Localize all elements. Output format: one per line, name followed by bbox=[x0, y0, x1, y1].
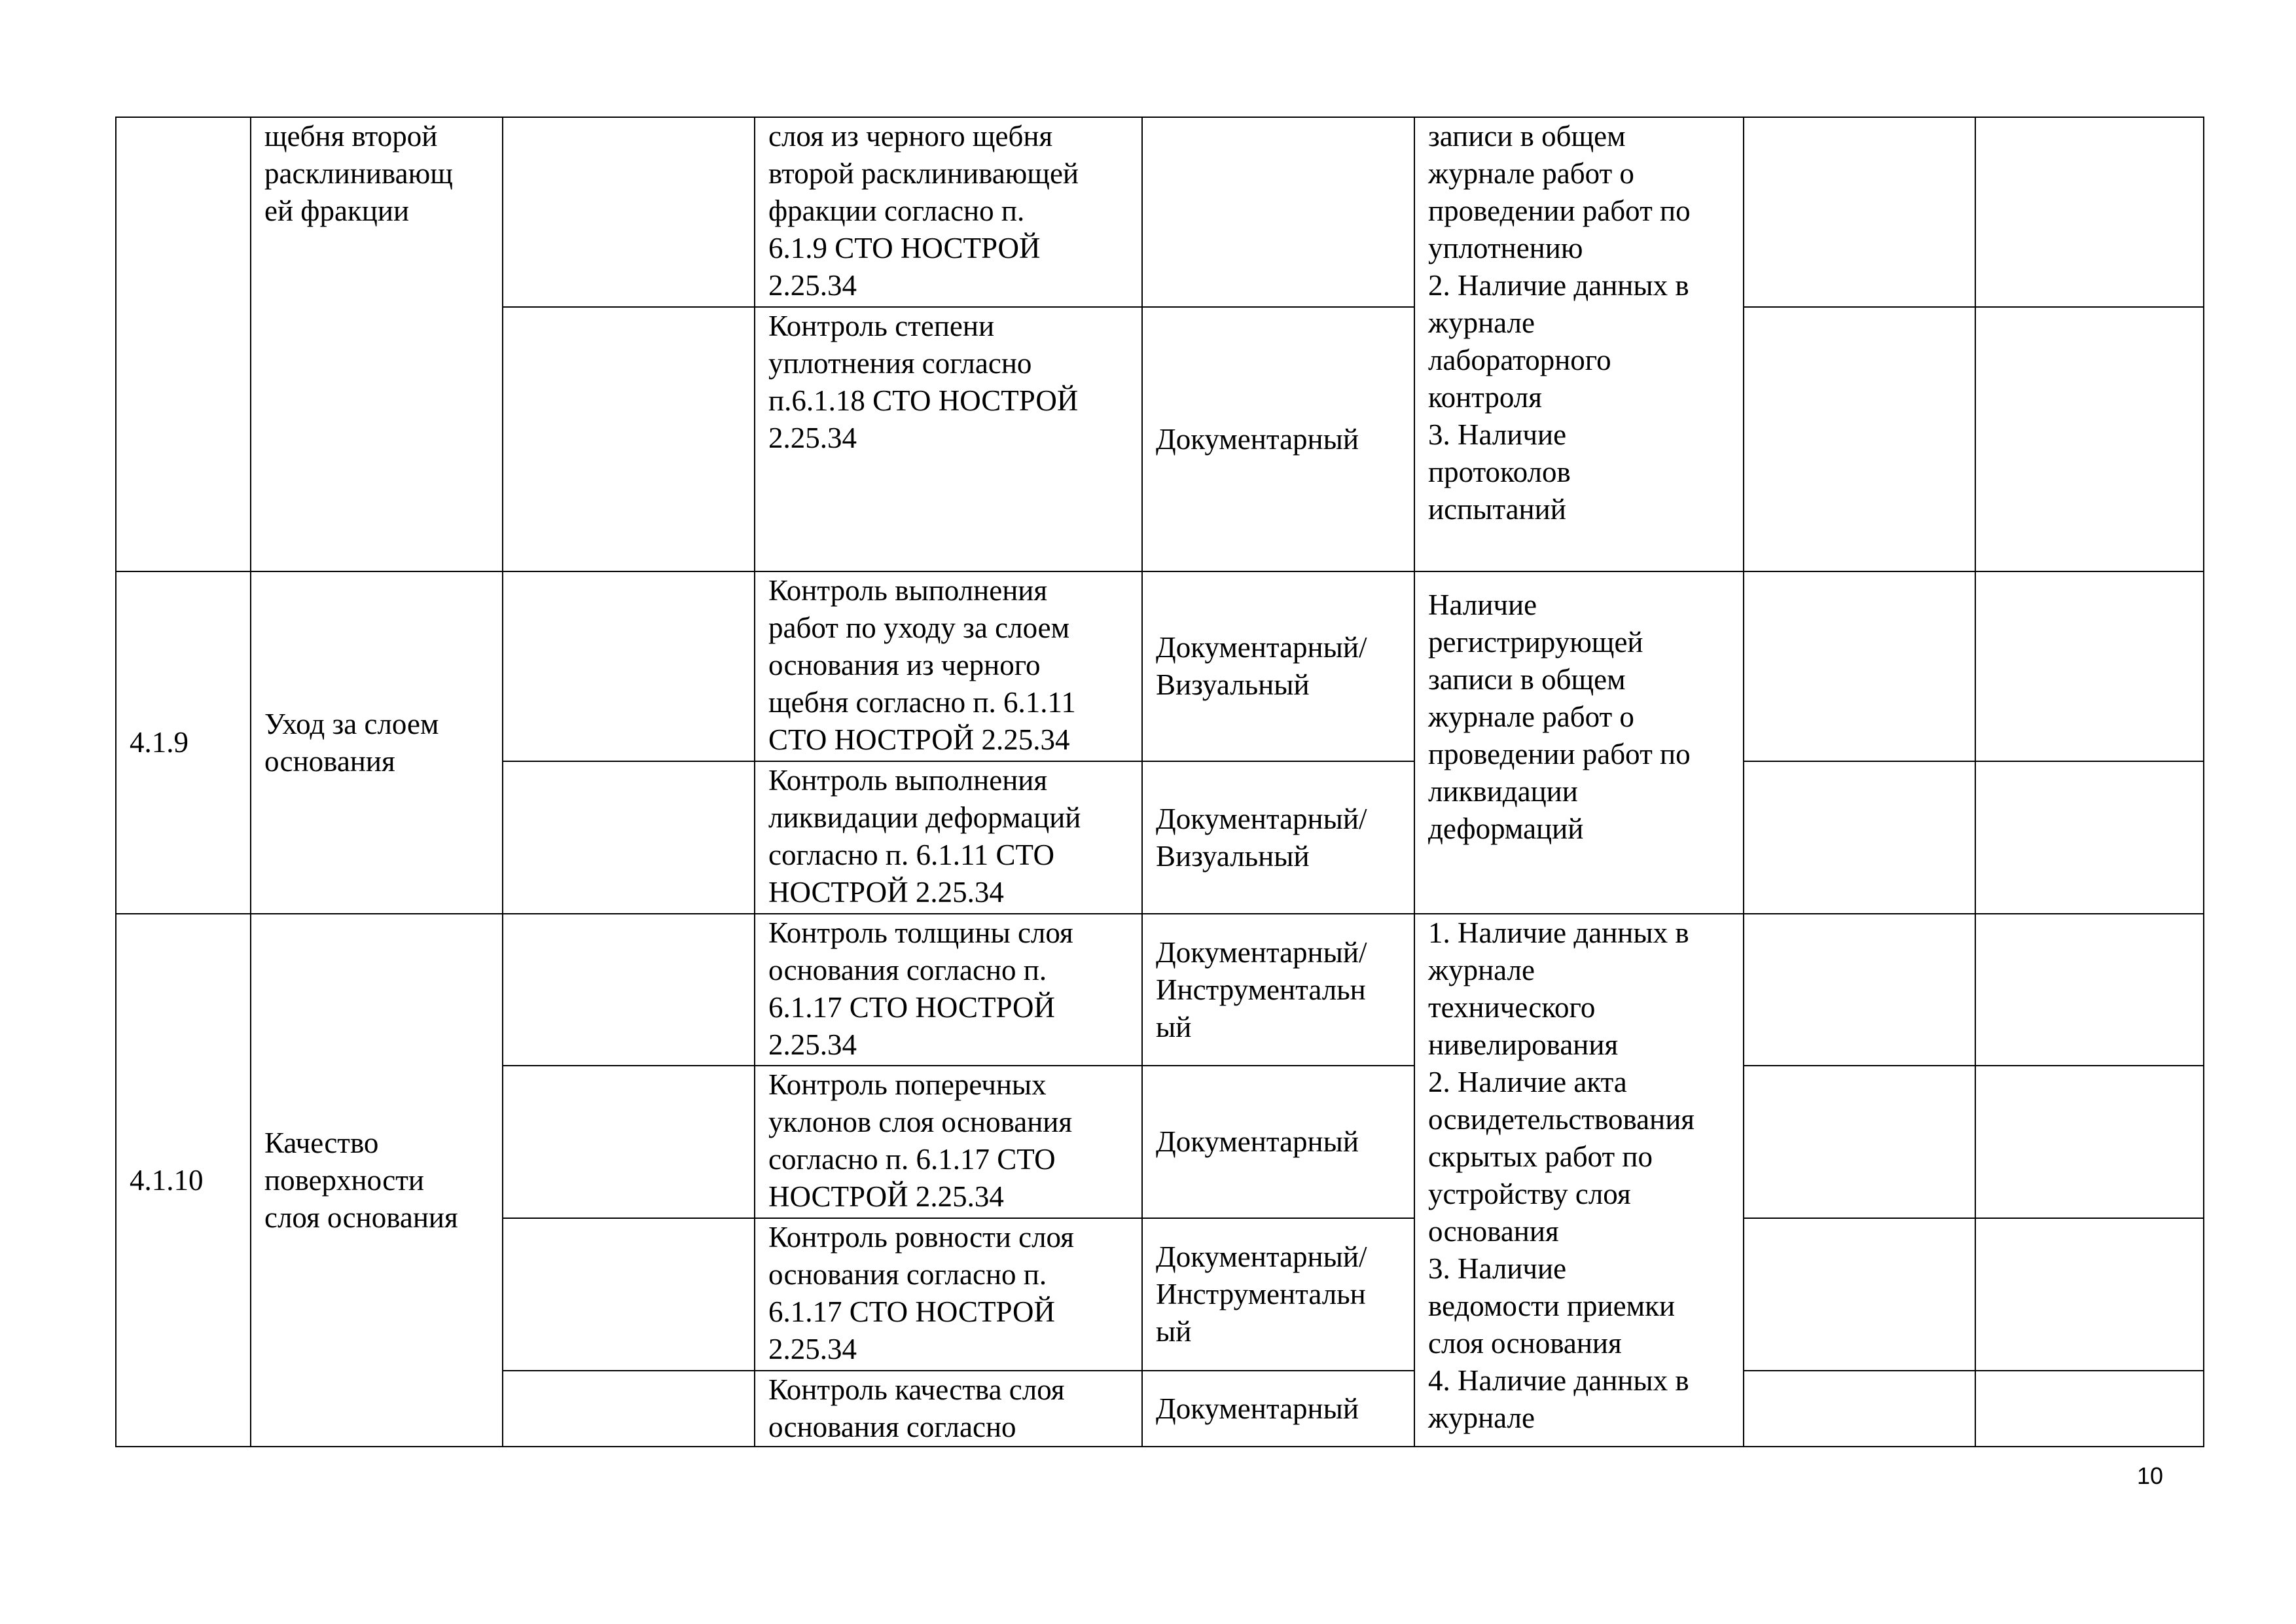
cell-text bbox=[768, 308, 1128, 457]
cell-text bbox=[1156, 629, 1401, 704]
blank-cell bbox=[503, 307, 755, 571]
control-operation-cell bbox=[755, 1066, 1142, 1218]
cell-text bbox=[1156, 1390, 1401, 1428]
text-line: НОСТРОЙ 2.25.34 bbox=[768, 876, 1004, 909]
text-line: Контроль степени bbox=[768, 310, 995, 342]
cell-text bbox=[1428, 572, 1730, 848]
blank-cell bbox=[1744, 117, 1975, 307]
text-line: 2.25.34 bbox=[768, 422, 857, 454]
text-line: 6.1.17 СТО НОСТРОЙ bbox=[768, 1295, 1056, 1328]
text-line: Документарный/ bbox=[1156, 802, 1367, 835]
text-line: Контроль выполнения bbox=[768, 764, 1048, 797]
text-line: 3. Наличие bbox=[1428, 1252, 1567, 1285]
text-line: 2.25.34 bbox=[768, 1333, 857, 1365]
cell-text bbox=[1156, 934, 1401, 1046]
text-line: регистрирующей bbox=[1428, 626, 1643, 659]
control-operation-cell bbox=[755, 914, 1142, 1066]
cell-text bbox=[1428, 914, 1730, 1437]
text-line: 6.1.9 СТО НОСТРОЙ bbox=[768, 232, 1041, 264]
blank-cell bbox=[1975, 1066, 2204, 1218]
blank-cell bbox=[1975, 761, 2204, 914]
documentation-cell bbox=[1414, 571, 1744, 914]
text-line: щебня второй bbox=[264, 120, 438, 153]
text-line: 2. Наличие данных в bbox=[1428, 269, 1689, 302]
text-line: Инструментальн bbox=[1156, 1278, 1366, 1310]
text-line: Документарный bbox=[1156, 1392, 1359, 1425]
text-line: Контроль ровности слоя bbox=[768, 1221, 1074, 1254]
text-line: журнале bbox=[1428, 1401, 1535, 1434]
text-line: записи в общем bbox=[1428, 663, 1626, 696]
text-line: слоя основания bbox=[264, 1200, 458, 1234]
cell-text bbox=[768, 1371, 1128, 1446]
work-name-cell bbox=[251, 914, 503, 1447]
blank-cell bbox=[1975, 1371, 2204, 1447]
text-line: основания согласно bbox=[768, 1411, 1016, 1443]
text-line: ый bbox=[1156, 1010, 1192, 1043]
text-line: Уход за слоем bbox=[264, 707, 439, 740]
blank-cell bbox=[503, 117, 755, 307]
text-line: деформаций bbox=[1428, 812, 1584, 845]
item-number-cell bbox=[116, 914, 251, 1447]
control-method-cell bbox=[1142, 1218, 1414, 1371]
blank-cell bbox=[1975, 914, 2204, 1066]
text-line: фракции согласно п. bbox=[768, 194, 1025, 227]
blank-cell bbox=[1975, 117, 2204, 307]
text-line: Контроль поперечных bbox=[768, 1068, 1047, 1101]
cell-text bbox=[1156, 801, 1401, 875]
text-line: Качество bbox=[264, 1126, 379, 1159]
text-line: 2.25.34 bbox=[768, 269, 857, 302]
cell-text bbox=[1156, 1123, 1401, 1161]
table-row bbox=[116, 914, 2204, 1066]
text-line: Документарный/ bbox=[1156, 1240, 1367, 1273]
text-line: Контроль выполнения bbox=[768, 574, 1048, 607]
blank-cell bbox=[503, 761, 755, 914]
text-line: устройству слоя bbox=[1428, 1178, 1631, 1210]
text-line: основания bbox=[264, 744, 395, 778]
cell-text bbox=[1156, 421, 1401, 458]
blank-cell bbox=[1744, 1066, 1975, 1218]
text-line: ей фракции bbox=[264, 194, 410, 227]
cell-text bbox=[1156, 1238, 1401, 1350]
page-number: 10 bbox=[2136, 1462, 2163, 1489]
text-line: испытаний bbox=[1428, 493, 1566, 526]
text-line: щебня согласно п. 6.1.11 bbox=[768, 686, 1076, 719]
blank-cell bbox=[503, 571, 755, 761]
text-line: Визуальный bbox=[1156, 668, 1310, 701]
text-line: записи в общем bbox=[1428, 120, 1626, 153]
blank-cell bbox=[1744, 307, 1975, 571]
text-line: освидетельствования bbox=[1428, 1103, 1695, 1136]
blank-cell bbox=[1744, 914, 1975, 1066]
text-line: Документарный/ bbox=[1156, 935, 1367, 969]
text-line: Контроль качества слоя bbox=[768, 1373, 1065, 1406]
blank-cell bbox=[503, 1218, 755, 1371]
text-line: проведении работ по bbox=[1428, 738, 1691, 770]
control-method-cell bbox=[1142, 914, 1414, 1066]
table-row bbox=[116, 571, 2204, 761]
text-line: Визуальный bbox=[1156, 839, 1310, 873]
text-line: 6.1.17 СТО НОСТРОЙ bbox=[768, 991, 1056, 1024]
work-name-cell bbox=[251, 117, 503, 571]
control-operation-cell bbox=[755, 1371, 1142, 1447]
text-line: ликвидации деформаций bbox=[768, 801, 1081, 834]
text-line: журнале bbox=[1428, 306, 1535, 339]
cell-text bbox=[768, 1219, 1128, 1368]
documentation-cell bbox=[1414, 914, 1744, 1447]
cell-text bbox=[264, 118, 489, 230]
text-line: Документарный bbox=[1156, 1125, 1359, 1158]
text-line: журнале bbox=[1428, 954, 1535, 986]
text-line: ый bbox=[1156, 1315, 1192, 1348]
control-method-cell bbox=[1142, 761, 1414, 914]
cell-text bbox=[1428, 118, 1730, 528]
text-line: п.6.1.18 СТО НОСТРОЙ bbox=[768, 384, 1079, 417]
text-line: Документарный bbox=[1156, 422, 1359, 456]
text-line: уплотнению bbox=[1428, 232, 1583, 264]
text-line: контроля bbox=[1428, 381, 1542, 414]
control-operation-cell bbox=[755, 117, 1142, 307]
item-number-cell bbox=[116, 117, 251, 571]
text-line: слоя основания bbox=[1428, 1327, 1622, 1360]
blank-cell bbox=[1744, 761, 1975, 914]
cell-text bbox=[768, 914, 1128, 1064]
text-line: уклонов слоя основания bbox=[768, 1106, 1073, 1138]
documentation-cell bbox=[1414, 117, 1744, 571]
cell-text bbox=[264, 1125, 489, 1236]
table-row bbox=[116, 117, 2204, 307]
control-operation-cell bbox=[755, 761, 1142, 914]
quality-control-table bbox=[115, 117, 2204, 1447]
text-line: нивелирования bbox=[1428, 1028, 1619, 1061]
text-line: второй расклинивающей bbox=[768, 157, 1079, 190]
control-method-cell bbox=[1142, 117, 1414, 307]
blank-cell bbox=[503, 1066, 755, 1218]
blank-cell bbox=[1744, 1371, 1975, 1447]
item-number: 4.1.9 bbox=[130, 726, 188, 759]
text-line: СТО НОСТРОЙ 2.25.34 bbox=[768, 723, 1070, 756]
text-line: ведомости приемки bbox=[1428, 1290, 1676, 1322]
text-line: работ по уходу за слоем bbox=[768, 611, 1070, 644]
text-line: согласно п. 6.1.17 СТО bbox=[768, 1143, 1056, 1176]
text-line: слоя из черного щебня bbox=[768, 120, 1053, 153]
text-line: основания из черного bbox=[768, 649, 1041, 681]
text-line: Наличие bbox=[1428, 588, 1537, 621]
item-number-cell bbox=[116, 571, 251, 914]
control-method-cell bbox=[1142, 571, 1414, 761]
blank-cell bbox=[1975, 307, 2204, 571]
text-line: протоколов bbox=[1428, 456, 1571, 488]
text-line: 1. Наличие данных в bbox=[1428, 916, 1689, 949]
blank-cell bbox=[503, 914, 755, 1066]
cell-text bbox=[264, 706, 489, 780]
blank-cell bbox=[1744, 1218, 1975, 1371]
text-line: НОСТРОЙ 2.25.34 bbox=[768, 1180, 1004, 1213]
text-line: 3. Наличие bbox=[1428, 418, 1567, 451]
control-method-cell bbox=[1142, 1371, 1414, 1447]
text-line: Инструментальн bbox=[1156, 973, 1366, 1006]
text-line: 2. Наличие акта bbox=[1428, 1066, 1627, 1098]
text-line: Документарный/ bbox=[1156, 631, 1367, 664]
cell-text bbox=[768, 118, 1128, 304]
item-number: 4.1.10 bbox=[130, 1163, 204, 1197]
control-operation-cell bbox=[755, 1218, 1142, 1371]
text-line: журнале работ о bbox=[1428, 700, 1634, 733]
text-line: основания bbox=[1428, 1215, 1559, 1248]
text-line: лабораторного bbox=[1428, 344, 1611, 376]
text-line: проведении работ по bbox=[1428, 194, 1691, 227]
text-line: скрытых работ по bbox=[1428, 1140, 1653, 1173]
text-line: основания согласно п. bbox=[768, 1258, 1047, 1291]
cell-text bbox=[768, 572, 1128, 759]
text-line: 2.25.34 bbox=[768, 1028, 857, 1061]
text-line: ликвидации bbox=[1428, 775, 1578, 808]
text-line: Контроль толщины слоя bbox=[768, 916, 1073, 949]
control-method-cell bbox=[1142, 1066, 1414, 1218]
control-method-cell bbox=[1142, 307, 1414, 571]
text-line: журнале работ о bbox=[1428, 157, 1634, 190]
text-line: расклинивающ bbox=[264, 157, 453, 190]
text-line: технического bbox=[1428, 991, 1596, 1024]
text-line: согласно п. 6.1.11 СТО bbox=[768, 839, 1054, 871]
control-operation-cell bbox=[755, 307, 1142, 571]
text-line: уплотнения согласно bbox=[768, 347, 1032, 380]
text-line: поверхности bbox=[264, 1163, 424, 1197]
cell-text bbox=[768, 762, 1128, 911]
blank-cell bbox=[1975, 571, 2204, 761]
blank-cell bbox=[1744, 571, 1975, 761]
blank-cell bbox=[503, 1371, 755, 1447]
text-line: 4. Наличие данных в bbox=[1428, 1364, 1689, 1397]
control-operation-cell bbox=[755, 571, 1142, 761]
blank-cell bbox=[1975, 1218, 2204, 1371]
work-name-cell bbox=[251, 571, 503, 914]
cell-text bbox=[768, 1066, 1128, 1216]
text-line: основания согласно п. bbox=[768, 954, 1047, 986]
